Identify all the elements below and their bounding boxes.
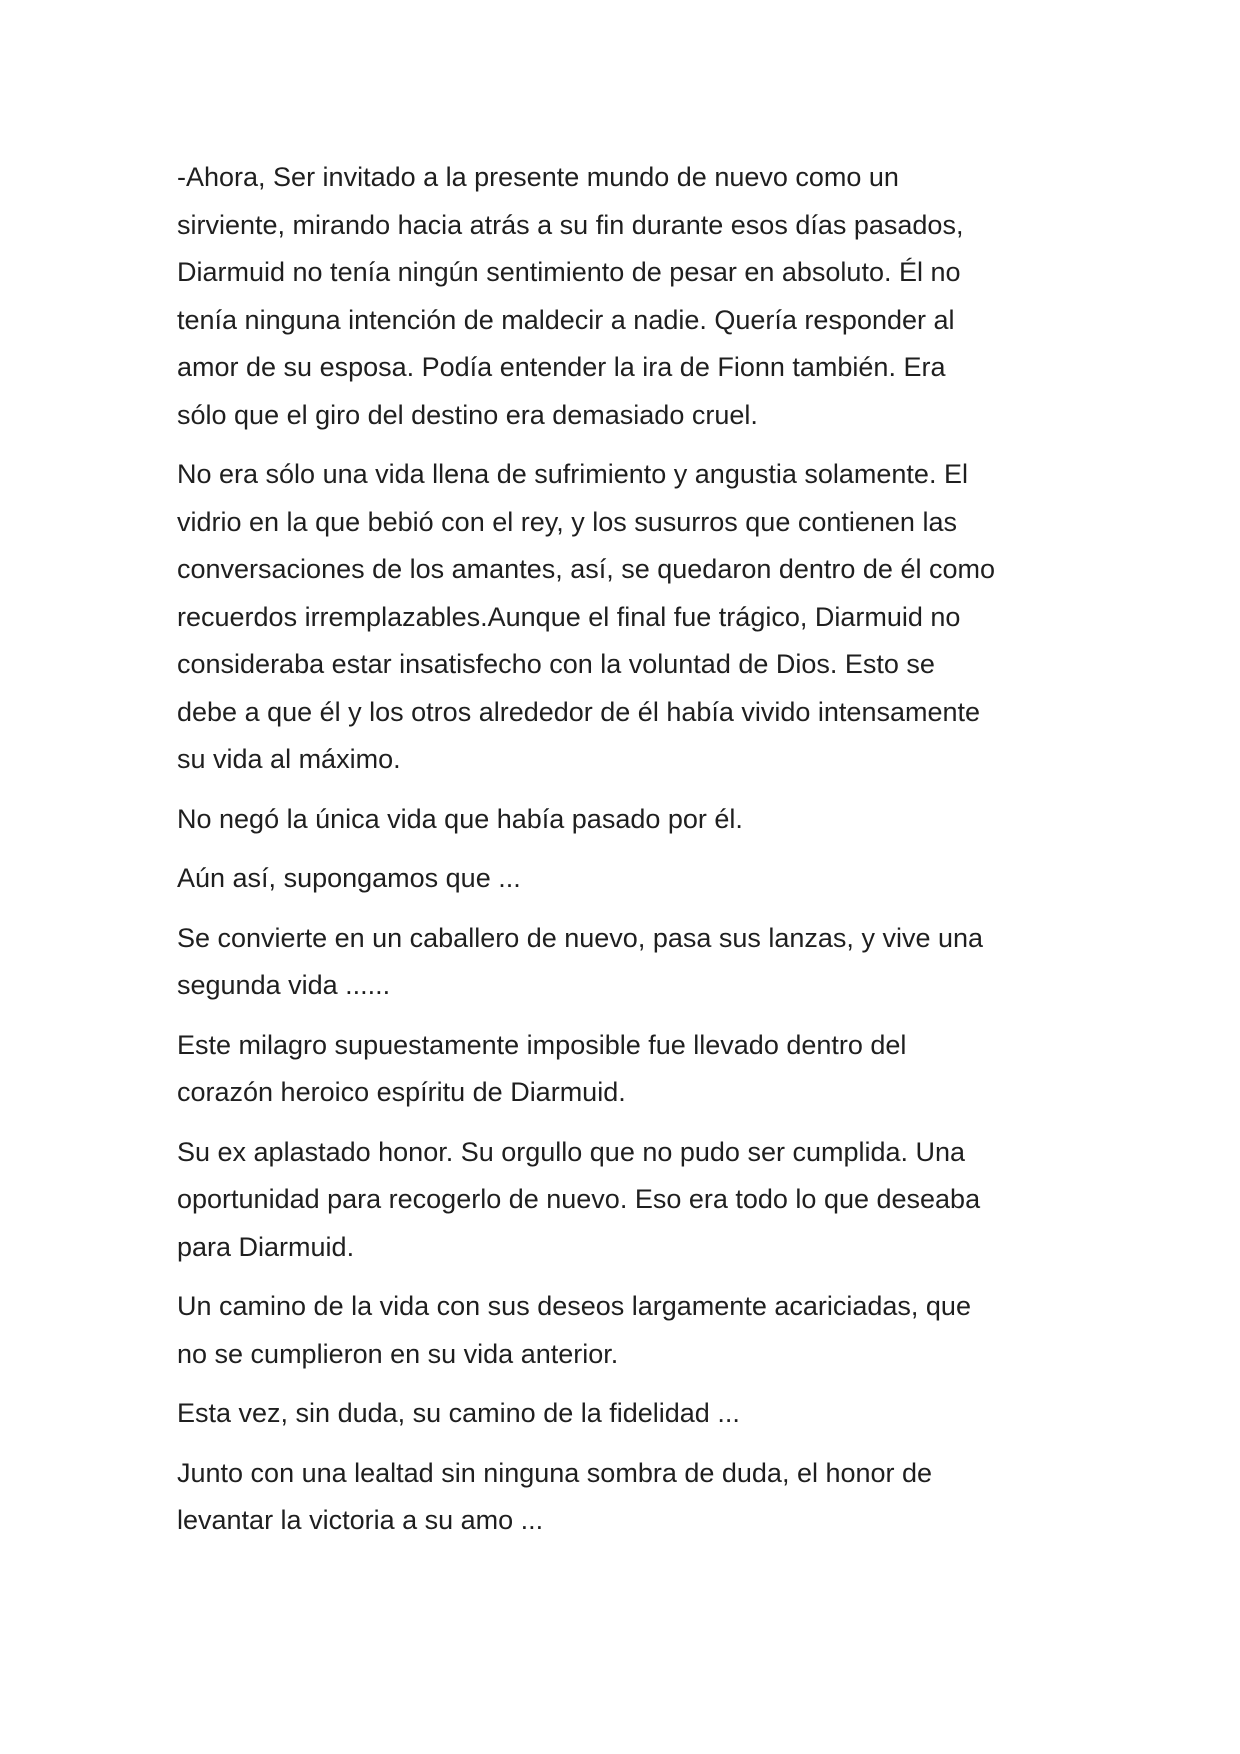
text-line: consideraba estar insatisfecho con la voluntad de Dios. Esto se bbox=[177, 649, 935, 679]
text-line: oportunidad para recogerlo de nuevo. Eso era todo lo que deseaba bbox=[177, 1184, 981, 1214]
text-line: Esta vez, sin duda, su camino de la fidelidad ... bbox=[177, 1398, 740, 1428]
text-line: Junto con una lealtad sin ninguna sombra de duda, el honor de bbox=[177, 1457, 933, 1488]
paragraph-3 bbox=[177, 796, 1077, 844]
paragraph-10 bbox=[177, 1450, 1077, 1545]
text-line: sólo que el giro del destino era demasiado cruel. bbox=[177, 399, 758, 430]
text-line: recuerdos irremplazables.Aunque el final fue trágico, Diarmuid no bbox=[177, 601, 961, 632]
text-line: segunda vida ...... bbox=[177, 970, 391, 1000]
text-line: para Diarmuid. bbox=[177, 1231, 355, 1262]
text-line: Un camino de la vida con sus deseos largamente acariciadas, que bbox=[177, 1291, 971, 1321]
text-line: tenía ninguna intención de maldecir a nadie. Quería responder al bbox=[177, 304, 955, 335]
paragraph-6 bbox=[177, 1022, 1077, 1117]
text-line: Aún así, supongamos que ... bbox=[177, 863, 521, 893]
text-line: levantar la victoria a su amo ... bbox=[177, 1505, 544, 1535]
text-line: conversaciones de los amantes, así, se quedaron dentro de él como bbox=[177, 554, 995, 584]
text-line: su vida al máximo. bbox=[177, 744, 401, 774]
text-line: No negó la única vida que había pasado por él. bbox=[177, 803, 743, 834]
paragraph-5 bbox=[177, 915, 1077, 1010]
paragraph-1 bbox=[177, 154, 1077, 439]
body-text bbox=[177, 154, 1077, 1557]
text-line: sirviente, mirando hacia atrás a su fin durante esos días pasados, bbox=[177, 209, 964, 240]
text-line: corazón heroico espíritu de Diarmuid. bbox=[177, 1077, 626, 1107]
paragraph-2 bbox=[177, 451, 1077, 784]
text-line: amor de su esposa. Podía entender la ira de Fionn también. Era bbox=[177, 352, 946, 382]
text-line: Este milagro supuestamente imposible fue llevado dentro del bbox=[177, 1029, 907, 1060]
text-line: Se convierte en un caballero de nuevo, pasa sus lanzas, y vive una bbox=[177, 922, 984, 953]
text-line: Diarmuid no tenía ningún sentimiento de pesar en absoluto. Él no bbox=[177, 257, 961, 287]
text-line: debe a que él y los otros alrededor de él había vivido intensamente bbox=[177, 696, 981, 727]
paragraph-7 bbox=[177, 1129, 1077, 1272]
text-line: no se cumplieron en su vida anterior. bbox=[177, 1338, 619, 1369]
paragraph-9 bbox=[177, 1390, 1077, 1438]
text-line: No era sólo una vida llena de sufrimiento y angustia solamente. El bbox=[177, 459, 968, 489]
text-line: vidrio en la que bebió con el rey, y los susurros que contienen las bbox=[177, 506, 957, 537]
paragraph-4 bbox=[177, 855, 1077, 903]
text-line: -Ahora, Ser invitado a la presente mundo de nuevo como un bbox=[177, 162, 899, 192]
text-line: Su ex aplastado honor. Su orgullo que no pudo ser cumplida. Una bbox=[177, 1136, 966, 1167]
paragraph-8 bbox=[177, 1283, 1077, 1378]
